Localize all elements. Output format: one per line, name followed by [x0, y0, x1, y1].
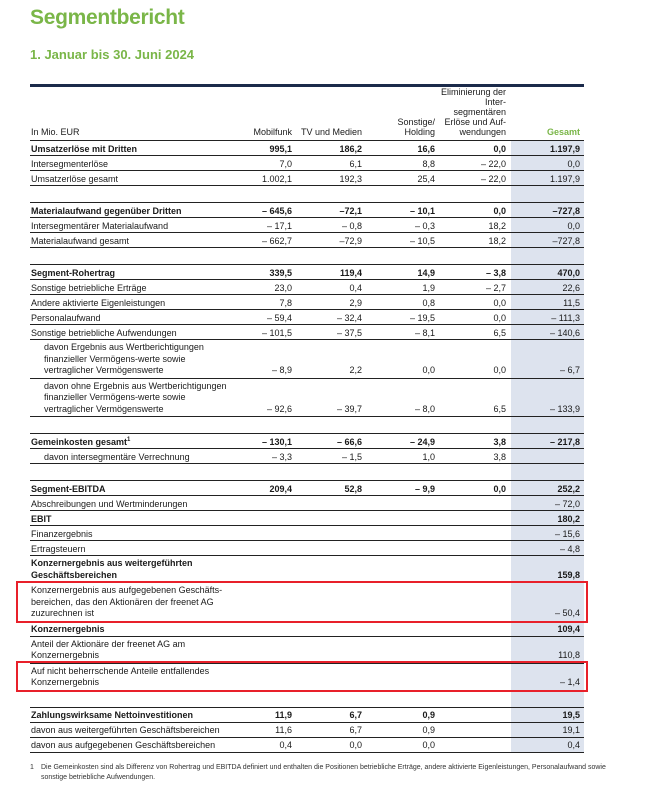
row-label-text: davon ohne Ergebnis aus Wertberichtigungen finanzieller Vermögens-werte sowie vertraglicher Vermögenswerte: [44, 380, 227, 414]
value-cell: – 32,4: [296, 310, 366, 325]
value-cell: 0,0: [439, 203, 510, 218]
row-label-text: Auf nicht beherrschende Anteile entfallendes Konzernergebnis: [31, 665, 210, 687]
row-label-text: Sonstige betriebliche Erträge: [31, 282, 147, 293]
value-cell: – 66,6: [296, 434, 366, 449]
spacer-cell: [238, 690, 296, 707]
value-cell: [439, 496, 510, 511]
page-title: Segmentbericht: [30, 6, 185, 29]
row-label: [30, 265, 238, 280]
spacer-cell: [296, 690, 366, 707]
row-label-text: Konzernergebnis: [31, 624, 105, 634]
spacer-cell: [366, 690, 439, 707]
row-label-text: Gemeinkosten gesamt: [31, 436, 128, 447]
table-row: [30, 496, 584, 511]
spacer-cell: [30, 248, 238, 265]
value-cell: [439, 511, 510, 526]
spacer-cell: [510, 417, 584, 434]
table-row: [30, 636, 584, 663]
row-label: [30, 449, 238, 464]
row-label: [30, 171, 238, 186]
value-cell: [366, 663, 439, 690]
value-cell: 14,9: [366, 265, 439, 280]
spacer-cell: [439, 248, 510, 265]
spacer-cell: [366, 464, 439, 481]
row-label: [30, 340, 238, 379]
value-cell: 1.002,1: [238, 171, 296, 186]
value-cell: 0,0: [439, 340, 510, 379]
row-label: [30, 556, 238, 583]
row-label: [30, 280, 238, 295]
value-cell: 252,2: [510, 481, 584, 496]
value-cell: – 130,1: [238, 434, 296, 449]
value-cell: [366, 511, 439, 526]
column-header-mobilfunk: Mobilfunk: [238, 87, 296, 141]
value-cell: 2,2: [296, 340, 366, 379]
value-cell: [296, 496, 366, 511]
row-label-text: Segment-EBITDA: [31, 483, 106, 494]
value-cell: 0,0: [296, 737, 366, 752]
value-cell: [366, 541, 439, 556]
value-cell: [439, 636, 510, 663]
row-label: [30, 218, 238, 233]
row-label-text: Andere aktivierte Eigenleistungen: [31, 297, 166, 308]
value-cell: 110,8: [510, 636, 584, 663]
row-label: [30, 496, 238, 511]
value-cell: 19,5: [510, 707, 584, 722]
value-cell: – 133,9: [510, 378, 584, 417]
row-label: [30, 310, 238, 325]
spacer-cell: [238, 417, 296, 434]
value-cell: – 3,8: [439, 265, 510, 280]
value-cell: – 662,7: [238, 233, 296, 248]
table-row: [30, 340, 584, 379]
value-cell: 11,6: [238, 722, 296, 737]
value-cell: 339,5: [238, 265, 296, 280]
value-cell: –727,8: [510, 233, 584, 248]
value-cell: [439, 722, 510, 737]
row-label: [30, 295, 238, 310]
spacer-row: [30, 464, 584, 481]
value-cell: 6,7: [296, 722, 366, 737]
value-cell: –72,9: [296, 233, 366, 248]
value-cell: [238, 511, 296, 526]
value-cell: [238, 541, 296, 556]
row-label-text: Zahlungswirksame Nettoinvestitionen: [31, 710, 194, 720]
value-cell: [366, 526, 439, 541]
value-cell: 180,2: [510, 511, 584, 526]
spacer-cell: [30, 464, 238, 481]
value-cell: [296, 663, 366, 690]
table-row: [30, 722, 584, 737]
spacer-cell: [439, 417, 510, 434]
value-cell: 3,8: [439, 449, 510, 464]
value-cell: [238, 621, 296, 636]
value-cell: 470,0: [510, 265, 584, 280]
value-cell: 109,4: [510, 621, 584, 636]
table-header: [30, 87, 584, 141]
value-cell: 0,4: [296, 280, 366, 295]
row-label: [30, 434, 238, 449]
table-row: [30, 378, 584, 417]
value-cell: – 8,0: [366, 378, 439, 417]
table-row: [30, 526, 584, 541]
spacer-cell: [366, 248, 439, 265]
row-label: [30, 541, 238, 556]
table-row: [30, 434, 584, 449]
row-label: [30, 737, 238, 752]
value-cell: 0,0: [366, 340, 439, 379]
value-cell: – 8,9: [238, 340, 296, 379]
spacer-cell: [439, 464, 510, 481]
value-cell: – 24,9: [366, 434, 439, 449]
row-label: [30, 526, 238, 541]
value-cell: 11,9: [238, 707, 296, 722]
footnote-ref: 1: [127, 436, 131, 443]
value-cell: [238, 496, 296, 511]
value-cell: 0,0: [366, 737, 439, 752]
table-row: [30, 556, 584, 583]
row-label-text: Finanzergebnis: [31, 528, 93, 539]
value-cell: – 1,5: [296, 449, 366, 464]
value-cell: 0,0: [439, 141, 510, 156]
row-label-text: davon Ergebnis aus Wertberichtigungen finanzieller Vermögens-werte sowie vertraglicher Vermögenswerte: [44, 342, 204, 375]
row-label-text: Abschreibungen und Wertminderungen: [31, 498, 188, 509]
row-label-text: davon aus aufgegebenen Geschäftsbereichen: [31, 740, 216, 750]
table-row: [30, 171, 584, 186]
value-cell: – 72,0: [510, 496, 584, 511]
table-row: [30, 707, 584, 722]
value-cell: [439, 737, 510, 752]
row-label: [30, 663, 238, 690]
value-cell: – 50,4: [510, 583, 584, 622]
row-label-text: Intersegmenterlöse: [31, 158, 109, 169]
row-label-text: Umsatzerlöse gesamt: [31, 173, 119, 184]
value-cell: 6,7: [296, 707, 366, 722]
value-cell: –727,8: [510, 203, 584, 218]
value-cell: 6,5: [439, 378, 510, 417]
value-cell: – 1,4: [510, 663, 584, 690]
value-cell: [238, 556, 296, 583]
row-label-text: Segment-Rohertrag: [31, 267, 116, 278]
row-label-text: Materialaufwand gegenüber Dritten: [31, 205, 182, 216]
column-header-eliminierung: Eliminierung der Inter-segmentären Erlöse und Auf-wendungen: [439, 87, 510, 141]
value-cell: – 22,0: [439, 171, 510, 186]
table-row: [30, 449, 584, 464]
value-cell: 8,8: [366, 156, 439, 171]
row-label: [30, 481, 238, 496]
footnote: [30, 763, 620, 783]
value-cell: 0,0: [510, 156, 584, 171]
value-cell: 25,4: [366, 171, 439, 186]
segment-report-table: [30, 87, 584, 753]
row-label-text: Ertragsteuern: [31, 543, 86, 554]
spacer-cell: [238, 464, 296, 481]
spacer-row: [30, 186, 584, 203]
value-cell: 6,1: [296, 156, 366, 171]
value-cell: 192,3: [296, 171, 366, 186]
value-cell: 52,8: [296, 481, 366, 496]
value-cell: – 111,3: [510, 310, 584, 325]
table-row: [30, 511, 584, 526]
row-label-text: Umsatzerlöse mit Dritten: [31, 143, 138, 154]
row-label: [30, 621, 238, 636]
value-cell: [238, 663, 296, 690]
row-label: [30, 325, 238, 340]
value-cell: 0,0: [439, 481, 510, 496]
value-cell: [238, 583, 296, 622]
column-header-gesamt: Gesamt: [510, 87, 584, 141]
row-label: [30, 141, 238, 156]
value-cell: 7,8: [238, 295, 296, 310]
value-cell: [296, 621, 366, 636]
value-cell: 0,4: [238, 737, 296, 752]
value-cell: [439, 556, 510, 583]
value-cell: 23,0: [238, 280, 296, 295]
value-cell: – 59,4: [238, 310, 296, 325]
row-label-text: Anteil der Aktionäre der freenet AG am Konzernergebnis: [31, 638, 186, 660]
spacer-cell: [296, 464, 366, 481]
value-cell: – 10,5: [366, 233, 439, 248]
row-label-text: Personalaufwand: [31, 312, 101, 323]
row-label: [30, 233, 238, 248]
spacer-cell: [30, 186, 238, 203]
table-row: [30, 156, 584, 171]
column-header-tv: TV und Medien: [296, 87, 366, 141]
row-label: [30, 583, 238, 622]
value-cell: [439, 663, 510, 690]
row-label: [30, 203, 238, 218]
spacer-cell: [510, 186, 584, 203]
spacer-cell: [238, 186, 296, 203]
value-cell: 0,9: [366, 722, 439, 737]
period-subtitle: 1. Januar bis 30. Juni 2024: [30, 47, 195, 62]
table-row: [30, 541, 584, 556]
value-cell: 0,4: [510, 737, 584, 752]
spacer-cell: [439, 690, 510, 707]
value-cell: 995,1: [238, 141, 296, 156]
table-row: [30, 141, 584, 156]
row-label-text: Intersegmentärer Materialaufwand: [31, 220, 169, 231]
column-header-unit: In Mio. EUR: [30, 87, 238, 141]
report-body: [30, 87, 630, 791]
table-row: [30, 265, 584, 280]
value-cell: – 0,3: [366, 218, 439, 233]
value-cell: 18,2: [439, 218, 510, 233]
spacer-row: [30, 248, 584, 265]
spacer-cell: [296, 186, 366, 203]
value-cell: 0,0: [439, 295, 510, 310]
value-cell: [439, 583, 510, 622]
spacer-row: [30, 417, 584, 434]
spacer-cell: [296, 417, 366, 434]
table-row: [30, 295, 584, 310]
row-label-text: davon aus weitergeführten Geschäftsbereichen: [31, 725, 220, 735]
row-label: [30, 636, 238, 663]
value-cell: [510, 449, 584, 464]
value-cell: –72,1: [296, 203, 366, 218]
value-cell: 0,9: [366, 707, 439, 722]
table-row: [30, 325, 584, 340]
spacer-cell: [238, 248, 296, 265]
value-cell: – 645,6: [238, 203, 296, 218]
value-cell: 6,5: [439, 325, 510, 340]
value-cell: [366, 621, 439, 636]
value-cell: 1.197,9: [510, 141, 584, 156]
footnote-text: Die Gemeinkosten sind als Differenz von Rohertrag und EBITDA definiert und enthalten die Positionen betriebliche Erträge, andere aktivierte Eigenleistungen, Personalaufwand sowie sonstige betriebliche Aufwendungen.: [41, 763, 606, 781]
table-wrapper: [30, 87, 584, 753]
value-cell: – 6,7: [510, 340, 584, 379]
row-label-text: Materialaufwand gesamt: [31, 235, 130, 246]
value-cell: [439, 526, 510, 541]
row-label-text: Sonstige betriebliche Aufwendungen: [31, 327, 177, 338]
value-cell: [296, 526, 366, 541]
value-cell: [366, 583, 439, 622]
spacer-cell: [30, 417, 238, 434]
table-row: [30, 310, 584, 325]
table-row: [30, 663, 584, 690]
value-cell: 11,5: [510, 295, 584, 310]
value-cell: [366, 496, 439, 511]
table-row: [30, 203, 584, 218]
spacer-cell: [366, 417, 439, 434]
footnote-mark: 1: [30, 763, 34, 771]
table-row: [30, 737, 584, 752]
value-cell: 16,6: [366, 141, 439, 156]
value-cell: – 0,8: [296, 218, 366, 233]
spacer-cell: [296, 248, 366, 265]
row-label: [30, 722, 238, 737]
value-cell: [296, 583, 366, 622]
table-row: [30, 233, 584, 248]
spacer-cell: [30, 690, 238, 707]
value-cell: – 39,7: [296, 378, 366, 417]
row-label: [30, 156, 238, 171]
row-label-text: Konzernergebnis aus weitergeführten Geschäftsbereichen: [31, 558, 193, 580]
value-cell: 18,2: [439, 233, 510, 248]
value-cell: [366, 556, 439, 583]
value-cell: [439, 541, 510, 556]
value-cell: – 17,1: [238, 218, 296, 233]
value-cell: [296, 636, 366, 663]
value-cell: – 10,1: [366, 203, 439, 218]
spacer-cell: [510, 464, 584, 481]
value-cell: 0,0: [510, 218, 584, 233]
value-cell: 0,0: [439, 310, 510, 325]
spacer-cell: [366, 186, 439, 203]
row-label: [30, 511, 238, 526]
value-cell: – 15,6: [510, 526, 584, 541]
value-cell: 0,8: [366, 295, 439, 310]
value-cell: – 9,9: [366, 481, 439, 496]
row-label-text: Konzernergebnis aus aufgegebenen Geschäfts-bereichen, das den Aktionären der freenet AG zuzurechnen ist: [31, 585, 223, 618]
value-cell: 209,4: [238, 481, 296, 496]
value-cell: [238, 636, 296, 663]
value-cell: 119,4: [296, 265, 366, 280]
value-cell: [296, 541, 366, 556]
spacer-cell: [510, 248, 584, 265]
value-cell: – 92,6: [238, 378, 296, 417]
value-cell: – 3,3: [238, 449, 296, 464]
table-row: [30, 280, 584, 295]
value-cell: [439, 621, 510, 636]
column-header-sonstige: Sonstige/ Holding: [366, 87, 439, 141]
table-row: [30, 218, 584, 233]
value-cell: – 217,8: [510, 434, 584, 449]
value-cell: – 8,1: [366, 325, 439, 340]
value-cell: – 19,5: [366, 310, 439, 325]
value-cell: 2,9: [296, 295, 366, 310]
spacer-cell: [510, 690, 584, 707]
spacer-row: [30, 690, 584, 707]
value-cell: 22,6: [510, 280, 584, 295]
table-row: [30, 583, 584, 622]
value-cell: – 37,5: [296, 325, 366, 340]
table-row: [30, 481, 584, 496]
value-cell: 1,9: [366, 280, 439, 295]
value-cell: – 4,8: [510, 541, 584, 556]
value-cell: 19,1: [510, 722, 584, 737]
value-cell: [439, 707, 510, 722]
row-label-text: davon intersegmentäre Verrechnung: [44, 451, 190, 462]
value-cell: – 140,6: [510, 325, 584, 340]
value-cell: 186,2: [296, 141, 366, 156]
value-cell: – 101,5: [238, 325, 296, 340]
row-label-text: EBIT: [31, 513, 52, 524]
value-cell: [238, 526, 296, 541]
value-cell: – 22,0: [439, 156, 510, 171]
value-cell: 1.197,9: [510, 171, 584, 186]
value-cell: [296, 511, 366, 526]
value-cell: – 2,7: [439, 280, 510, 295]
row-label: [30, 378, 238, 417]
table-row: [30, 621, 584, 636]
row-label: [30, 707, 238, 722]
value-cell: 159,8: [510, 556, 584, 583]
spacer-cell: [439, 186, 510, 203]
value-cell: 7,0: [238, 156, 296, 171]
value-cell: [296, 556, 366, 583]
value-cell: 1,0: [366, 449, 439, 464]
value-cell: [366, 636, 439, 663]
value-cell: 3,8: [439, 434, 510, 449]
